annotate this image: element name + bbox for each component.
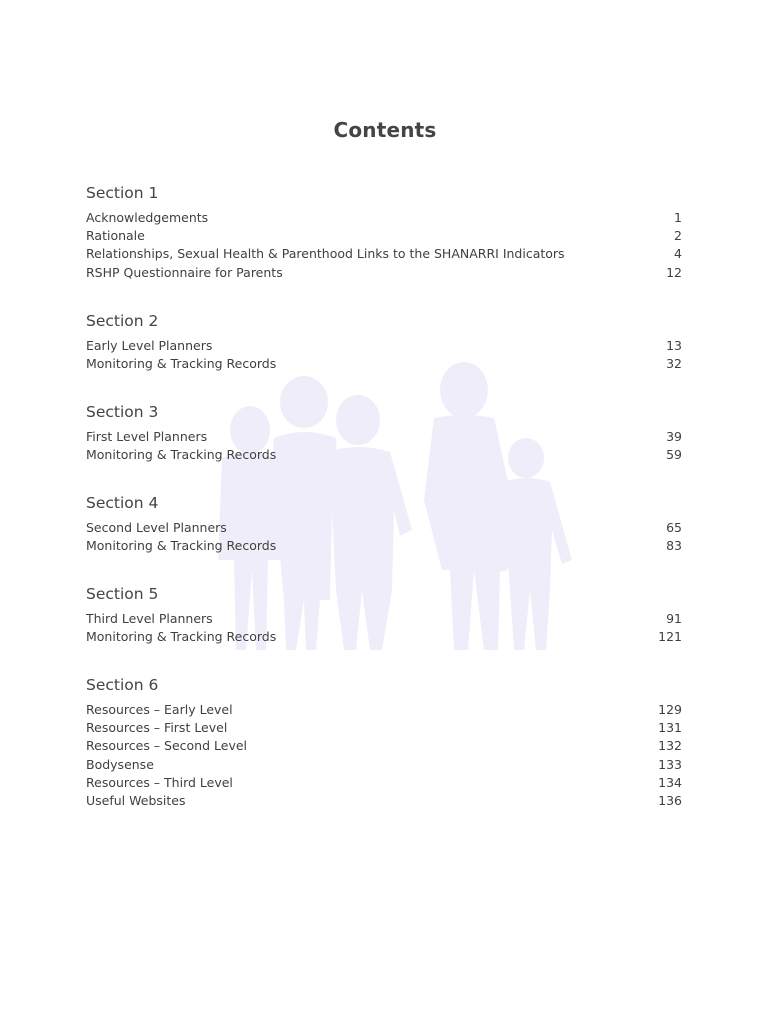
entry-label: Resources – Third Level <box>86 774 233 790</box>
toc-entry[interactable] <box>86 337 682 355</box>
toc-entry[interactable] <box>86 355 682 373</box>
toc-entry[interactable] <box>86 537 682 555</box>
toc-entry[interactable] <box>86 264 682 282</box>
section-4 <box>86 493 682 555</box>
entry-page-number: 39 <box>666 429 682 444</box>
entry-label: Useful Websites <box>86 792 186 808</box>
entry-page-number: 32 <box>666 356 682 372</box>
page-title: Contents <box>333 118 437 142</box>
toc-entry[interactable] <box>86 792 682 810</box>
toc-entry[interactable] <box>86 245 682 263</box>
entry-label: Rationale <box>86 228 145 244</box>
entry-page-number: 4 <box>674 246 682 262</box>
entry-label: Bodysense <box>86 756 154 772</box>
toc-entry[interactable] <box>86 737 682 755</box>
toc-entry[interactable] <box>86 756 682 774</box>
entry-label: First Level Planners <box>86 429 208 444</box>
toc-entry[interactable] <box>86 519 682 537</box>
toc-entry[interactable] <box>86 428 682 446</box>
entry-label: Resources – Early Level <box>86 702 233 717</box>
section-heading: Section 4 <box>86 494 159 512</box>
entry-page-number: 1 <box>674 210 682 225</box>
entry-label: Second Level Planners <box>86 520 227 535</box>
entry-page-number: 129 <box>658 702 682 717</box>
entry-label: Monitoring & Tracking Records <box>86 356 277 372</box>
entry-page-number: 131 <box>658 720 682 736</box>
toc-entry[interactable] <box>86 701 682 719</box>
entry-page-number: 83 <box>666 538 682 554</box>
section-3 <box>86 402 682 464</box>
entry-page-number: 13 <box>666 338 682 353</box>
toc-entry[interactable] <box>86 719 682 737</box>
entry-label: Monitoring & Tracking Records <box>86 538 277 554</box>
toc-entry[interactable] <box>86 610 682 628</box>
entry-page-number: 133 <box>658 756 682 772</box>
section-2 <box>86 311 682 373</box>
section-1 <box>86 183 682 282</box>
entry-label: Monitoring & Tracking Records <box>86 447 277 463</box>
section-heading: Section 1 <box>86 184 159 202</box>
entry-page-number: 121 <box>658 629 682 645</box>
toc-entry[interactable] <box>86 774 682 792</box>
entry-label: Relationships, Sexual Health & Parenthood Links to the SHANARRI Indicators <box>86 246 565 262</box>
section-heading: Section 5 <box>86 585 159 603</box>
section-heading: Section 2 <box>86 312 159 330</box>
entry-page-number: 91 <box>666 611 682 626</box>
entry-page-number: 136 <box>658 792 682 808</box>
entry-page-number: 132 <box>658 738 682 754</box>
toc-entry[interactable] <box>86 628 682 646</box>
entry-page-number: 12 <box>666 264 682 280</box>
toc-entry[interactable] <box>86 227 682 245</box>
entry-label: Resources – Second Level <box>86 738 248 754</box>
entry-label: Acknowledgements <box>86 210 209 225</box>
entry-label: Resources – First Level <box>86 720 228 736</box>
entry-page-number: 2 <box>674 228 682 244</box>
entry-page-number: 65 <box>666 520 682 535</box>
entry-label: Monitoring & Tracking Records <box>86 629 277 645</box>
toc-entry[interactable] <box>86 209 682 227</box>
entry-page-number: 134 <box>658 774 682 790</box>
entry-page-number: 59 <box>666 447 682 463</box>
section-heading: Section 3 <box>86 403 159 421</box>
entry-label: Third Level Planners <box>86 611 213 626</box>
entry-label: Early Level Planners <box>86 338 213 353</box>
toc-entry[interactable] <box>86 446 682 464</box>
section-6 <box>86 675 682 810</box>
section-5 <box>86 584 682 646</box>
section-heading: Section 6 <box>86 676 159 694</box>
entry-label: RSHP Questionnaire for Parents <box>86 264 283 280</box>
